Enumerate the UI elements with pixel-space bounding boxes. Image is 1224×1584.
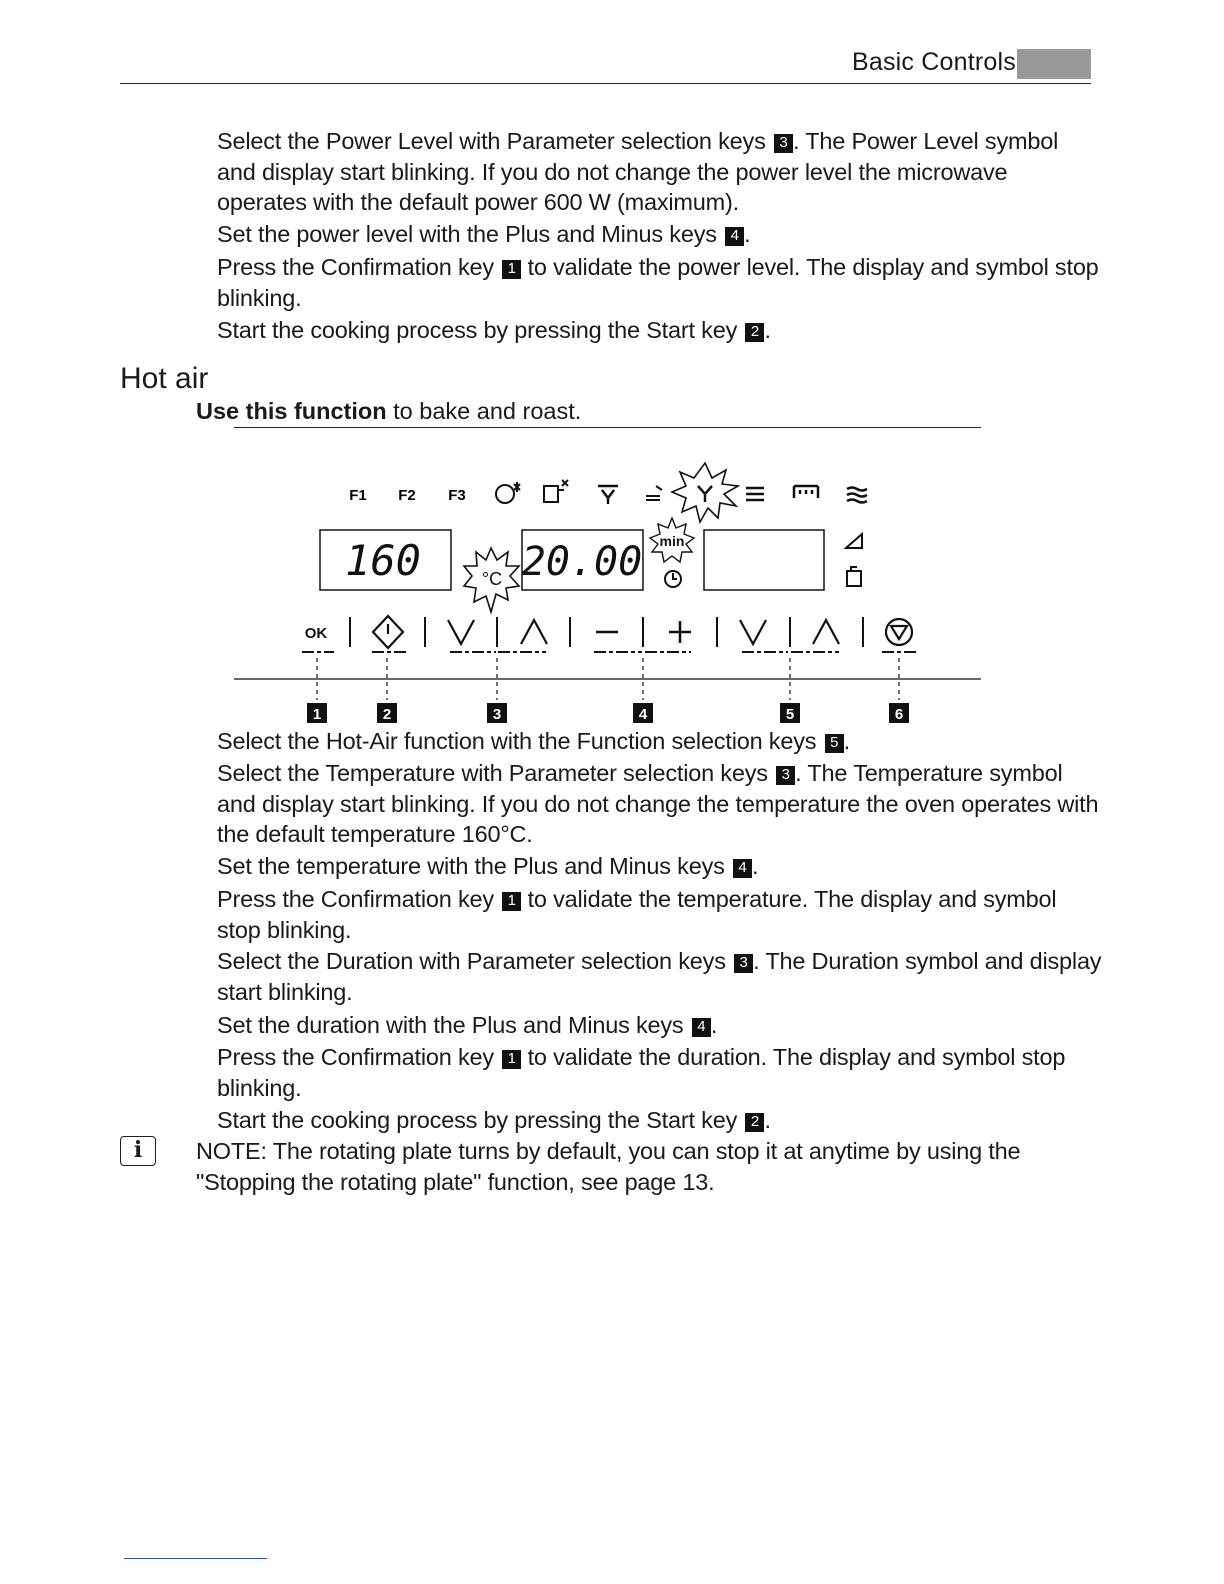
- parameter-down-key[interactable]: [448, 620, 496, 652]
- svg-text:5: 5: [785, 706, 795, 723]
- start-key[interactable]: [372, 616, 406, 652]
- stop-key[interactable]: [882, 619, 916, 652]
- step-select-hot-air: Select the Hot-Air function with the Function selection keys 5 .: [217, 728, 850, 754]
- callout-6: [889, 703, 909, 723]
- key-ref-4: 4: [733, 859, 752, 878]
- step-set-power: Set the power level with the Plus and Minus keys 4 .: [217, 221, 751, 247]
- footer-rule: [124, 1558, 267, 1559]
- step-confirm-power: Press the Confirmation key 1 to validate the power level. The display and symbol stop blinking.: [217, 254, 1099, 311]
- bottom-heat-icon: [746, 488, 764, 500]
- key-ref-3: 3: [734, 954, 753, 973]
- duration-unit: min: [659, 533, 685, 549]
- function-label-f1: F1: [349, 487, 367, 504]
- grill-fan-icon: [646, 486, 662, 500]
- ok-key-label: OK: [304, 625, 328, 642]
- callout-3: [487, 703, 507, 723]
- step-set-duration: Set the duration with the Plus and Minus keys 4 .: [217, 1012, 718, 1038]
- key-ref-1: 1: [502, 1050, 521, 1069]
- hot-air-icon-blinking: [672, 463, 738, 522]
- step-confirm-duration: Press the Confirmation key 1 to validate the duration. The display and symbol stop blinking.: [217, 1044, 1066, 1101]
- note-text: NOTE: The rotating plate turns by default, you can stop it at anytime by using the "Stopping the rotating plate" function, see page 13.: [196, 1138, 1021, 1195]
- key-ref-2: 2: [745, 323, 764, 342]
- svg-text:3: 3: [492, 706, 502, 723]
- key-ref-1: 1: [502, 892, 521, 911]
- fan-icon: [598, 486, 618, 504]
- svg-text:6: 6: [894, 706, 904, 723]
- step-select-power: Select the Power Level with Parameter selection keys 3 . The Power Level symbol and display start blinking. If you do not change the power level the microwave operates with the default power 600 W (maximum).: [217, 128, 1059, 215]
- key-ref-4: 4: [725, 227, 744, 246]
- function-up-key[interactable]: [791, 620, 839, 652]
- function-label-f3: F3: [448, 487, 466, 504]
- info-icon: i: [120, 1136, 156, 1166]
- function-label-f2: F2: [398, 487, 416, 504]
- step-confirm-temperature: Press the Confirmation key 1 to validate the temperature. The display and symbol stop blinking.: [217, 886, 1057, 943]
- key-ref-4: 4: [692, 1018, 711, 1037]
- temperature-display-value: 160: [345, 536, 421, 585]
- temperature-unit: °C: [481, 569, 503, 589]
- step-start-cooking: Start the cooking process by pressing the Start key 2 .: [217, 1107, 771, 1133]
- step-set-temperature: Set the temperature with the Plus and Minus keys 4 .: [217, 853, 759, 879]
- defrost-icon: [496, 482, 520, 503]
- callout-2: [377, 703, 397, 723]
- key-ref-2: 2: [745, 1113, 764, 1132]
- function-down-key[interactable]: [740, 620, 788, 652]
- minus-key[interactable]: [594, 632, 642, 652]
- step-select-duration: Select the Duration with Parameter selection keys 3 . The Duration symbol and display start blinking.: [217, 948, 1102, 1005]
- microwave-defrost-icon: [544, 480, 568, 502]
- key-ref-3: 3: [776, 766, 795, 785]
- svg-text:1: 1: [312, 706, 322, 723]
- section-intro: Use this function to bake and roast.: [196, 398, 582, 424]
- clock-icon: [665, 571, 681, 587]
- key-ref-3: 3: [774, 134, 793, 153]
- step-start-power: Start the cooking process by pressing the Start key 2 .: [217, 317, 771, 343]
- weight-icon: [847, 567, 861, 586]
- parameter-up-key[interactable]: [498, 620, 547, 652]
- control-panel-diagram: [0, 0, 1224, 740]
- section-title: Hot air: [120, 362, 209, 395]
- plus-key[interactable]: [645, 621, 691, 652]
- page-header-title: Basic Controls: [852, 48, 1016, 76]
- key-ref-5: 5: [825, 734, 844, 753]
- time-display-value: 20.00: [521, 539, 643, 585]
- duration-symbol-blinking: [650, 518, 694, 562]
- callout-5: [780, 703, 800, 723]
- step-select-temperature: Select the Temperature with Parameter selection keys 3 . The Temperature symbol and display start blinking. If you do not change the temperature the oven operates with the default temperature 160°C.: [217, 760, 1099, 847]
- svg-text:4: 4: [638, 706, 648, 723]
- svg-text:2: 2: [382, 706, 392, 723]
- weight-display-frame: [704, 530, 824, 590]
- key-ref-1: 1: [502, 260, 521, 279]
- callout-4: [633, 703, 653, 723]
- power-level-icon: [846, 534, 862, 548]
- grill-icon: [847, 488, 867, 503]
- callout-1: [307, 703, 327, 723]
- top-heat-icon: [794, 486, 818, 498]
- temperature-symbol-blinking: [464, 548, 519, 612]
